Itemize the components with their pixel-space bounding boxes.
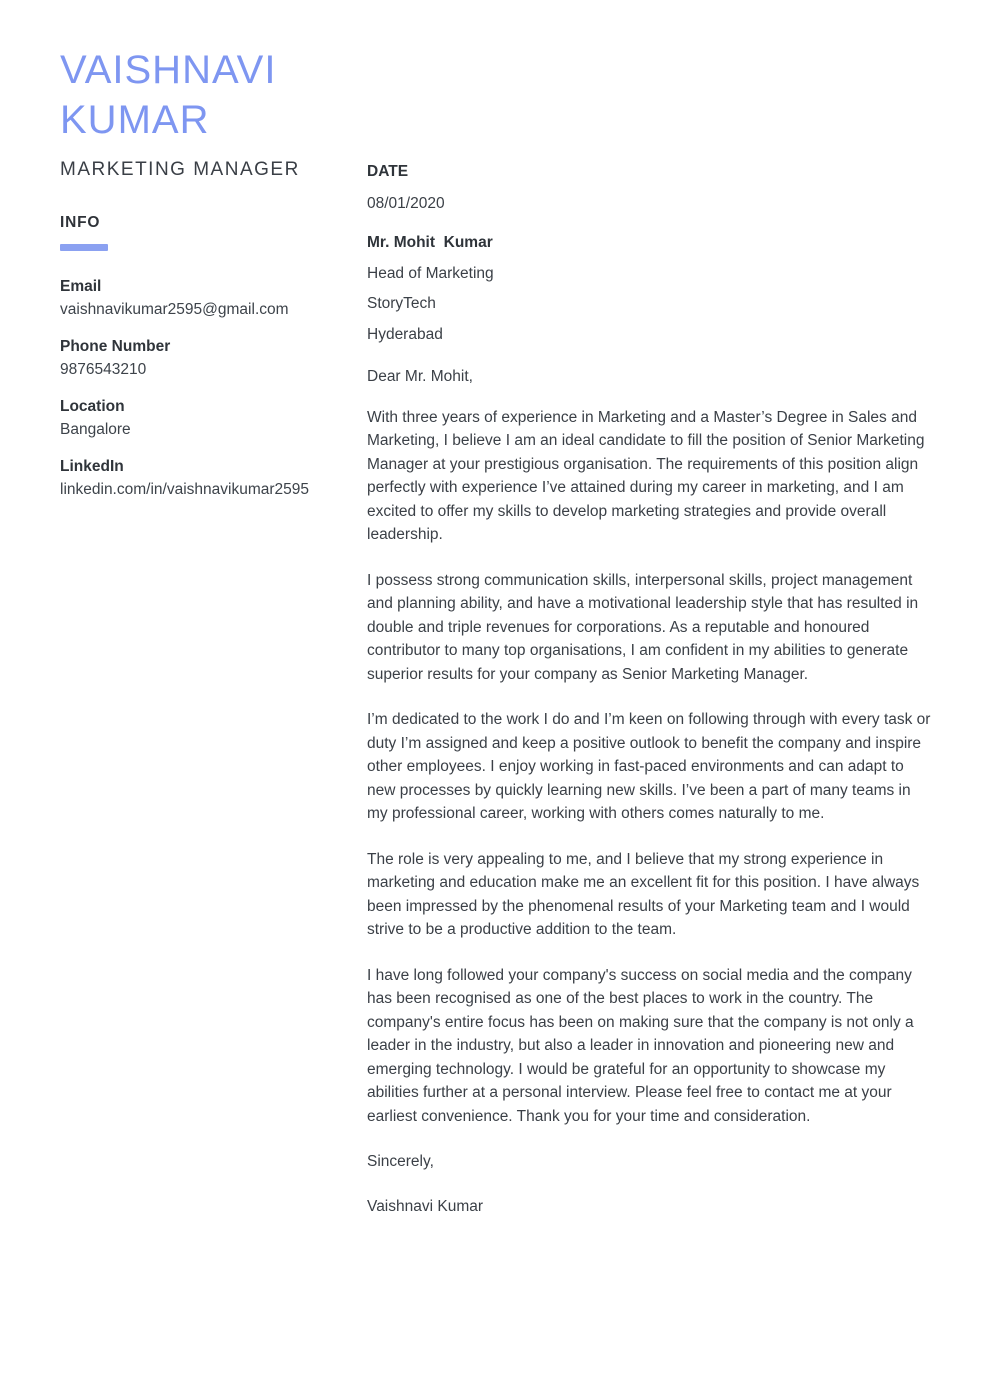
location-label: Location — [60, 398, 125, 416]
signature-name: Vaishnavi Kumar — [367, 1197, 484, 1215]
date-value: 08/01/2020 — [367, 194, 445, 212]
recipient-company: StoryTech — [367, 295, 436, 312]
letter-paragraph-3: I’m dedicated to the work I do and I’m keen on following through with every task or duty I’m assigned and keep a positive outlook to benefit the company and inspire other employees. I enjoy working in fast-paced environments and can adapt to new processes by quickly learning new skills. I’ve been a part of many teams in my professional career, working with others comes naturally to me. — [367, 711, 931, 822]
closing: Sincerely, — [367, 1153, 434, 1170]
accent-underline — [60, 244, 108, 251]
letter-paragraph-2: I possess strong communication skills, interpersonal skills, project management and planning ability, and have a motivational leadership style that has resulted in double and triple revenues for corporations. As a reputable and honoured contributor to many top organisations, I am confident in my abilities to generate superior results for your company as Senior Marketing Manager. — [367, 571, 919, 683]
phone-label: Phone Number — [60, 338, 171, 356]
linkedin-label: LinkedIn — [60, 458, 124, 476]
contact-field-email — [60, 275, 312, 322]
phone-value: 9876543210 — [60, 361, 147, 379]
info-sidebar — [60, 214, 312, 502]
letter-paragraph-4: The role is very appealing to me, and I believe that my strong experience in marketing and education make me an excellent fit for this position. I have always been impressed by the phenomenal results of your Marketing team and I would strive to be a productive addition to the team. — [367, 850, 920, 938]
contact-field-location — [60, 395, 312, 442]
salutation: Dear Mr. Mohit, — [367, 368, 473, 385]
contact-field-linkedin — [60, 455, 312, 502]
recipient-name: Mr. Mohit Kumar — [367, 234, 493, 251]
email-value: vaishnavikumar2595@gmail.com — [60, 301, 289, 319]
letter-paragraph-5: I have long followed your company's success on social media and the company has been recognised as one of the best places to work in the country. The company's entire focus has been on making sure that the company is not only a leader in the industry, but also a leader in innovation and pioneering new and emerging technology. I would be grateful for an opportunity to showcase my abilities further at a personal interview. Please feel free to contact me at your earliest convenience. Thank you for your time and consideration. — [367, 966, 914, 1125]
contact-field-phone — [60, 335, 312, 382]
email-label: Email — [60, 278, 102, 296]
date-label: DATE — [367, 163, 409, 180]
info-section-title: INFO — [60, 214, 101, 232]
letter-paragraph-1: With three years of experience in Marketing and a Master’s Degree in Sales and Marketing, I believe I am an ideal candidate to fill the position of Senior Marketing Manager at your prestigious organisation. The requirements of this position align perfectly with experience I’ve attained during my career in marketing, and I am excited to offer my skills to develop marketing strategies and provide overall leadership. — [367, 408, 925, 543]
job-title: MARKETING MANAGER — [60, 159, 300, 181]
candidate-name: VAISHNAVI KUMAR — [60, 48, 277, 142]
letter-body — [367, 160, 933, 1218]
linkedin-value: linkedin.com/in/vaishnavikumar2595 — [60, 481, 309, 499]
location-value: Bangalore — [60, 421, 131, 439]
recipient-title: Head of Marketing — [367, 264, 494, 282]
recipient-city: Hyderabad — [367, 325, 443, 343]
